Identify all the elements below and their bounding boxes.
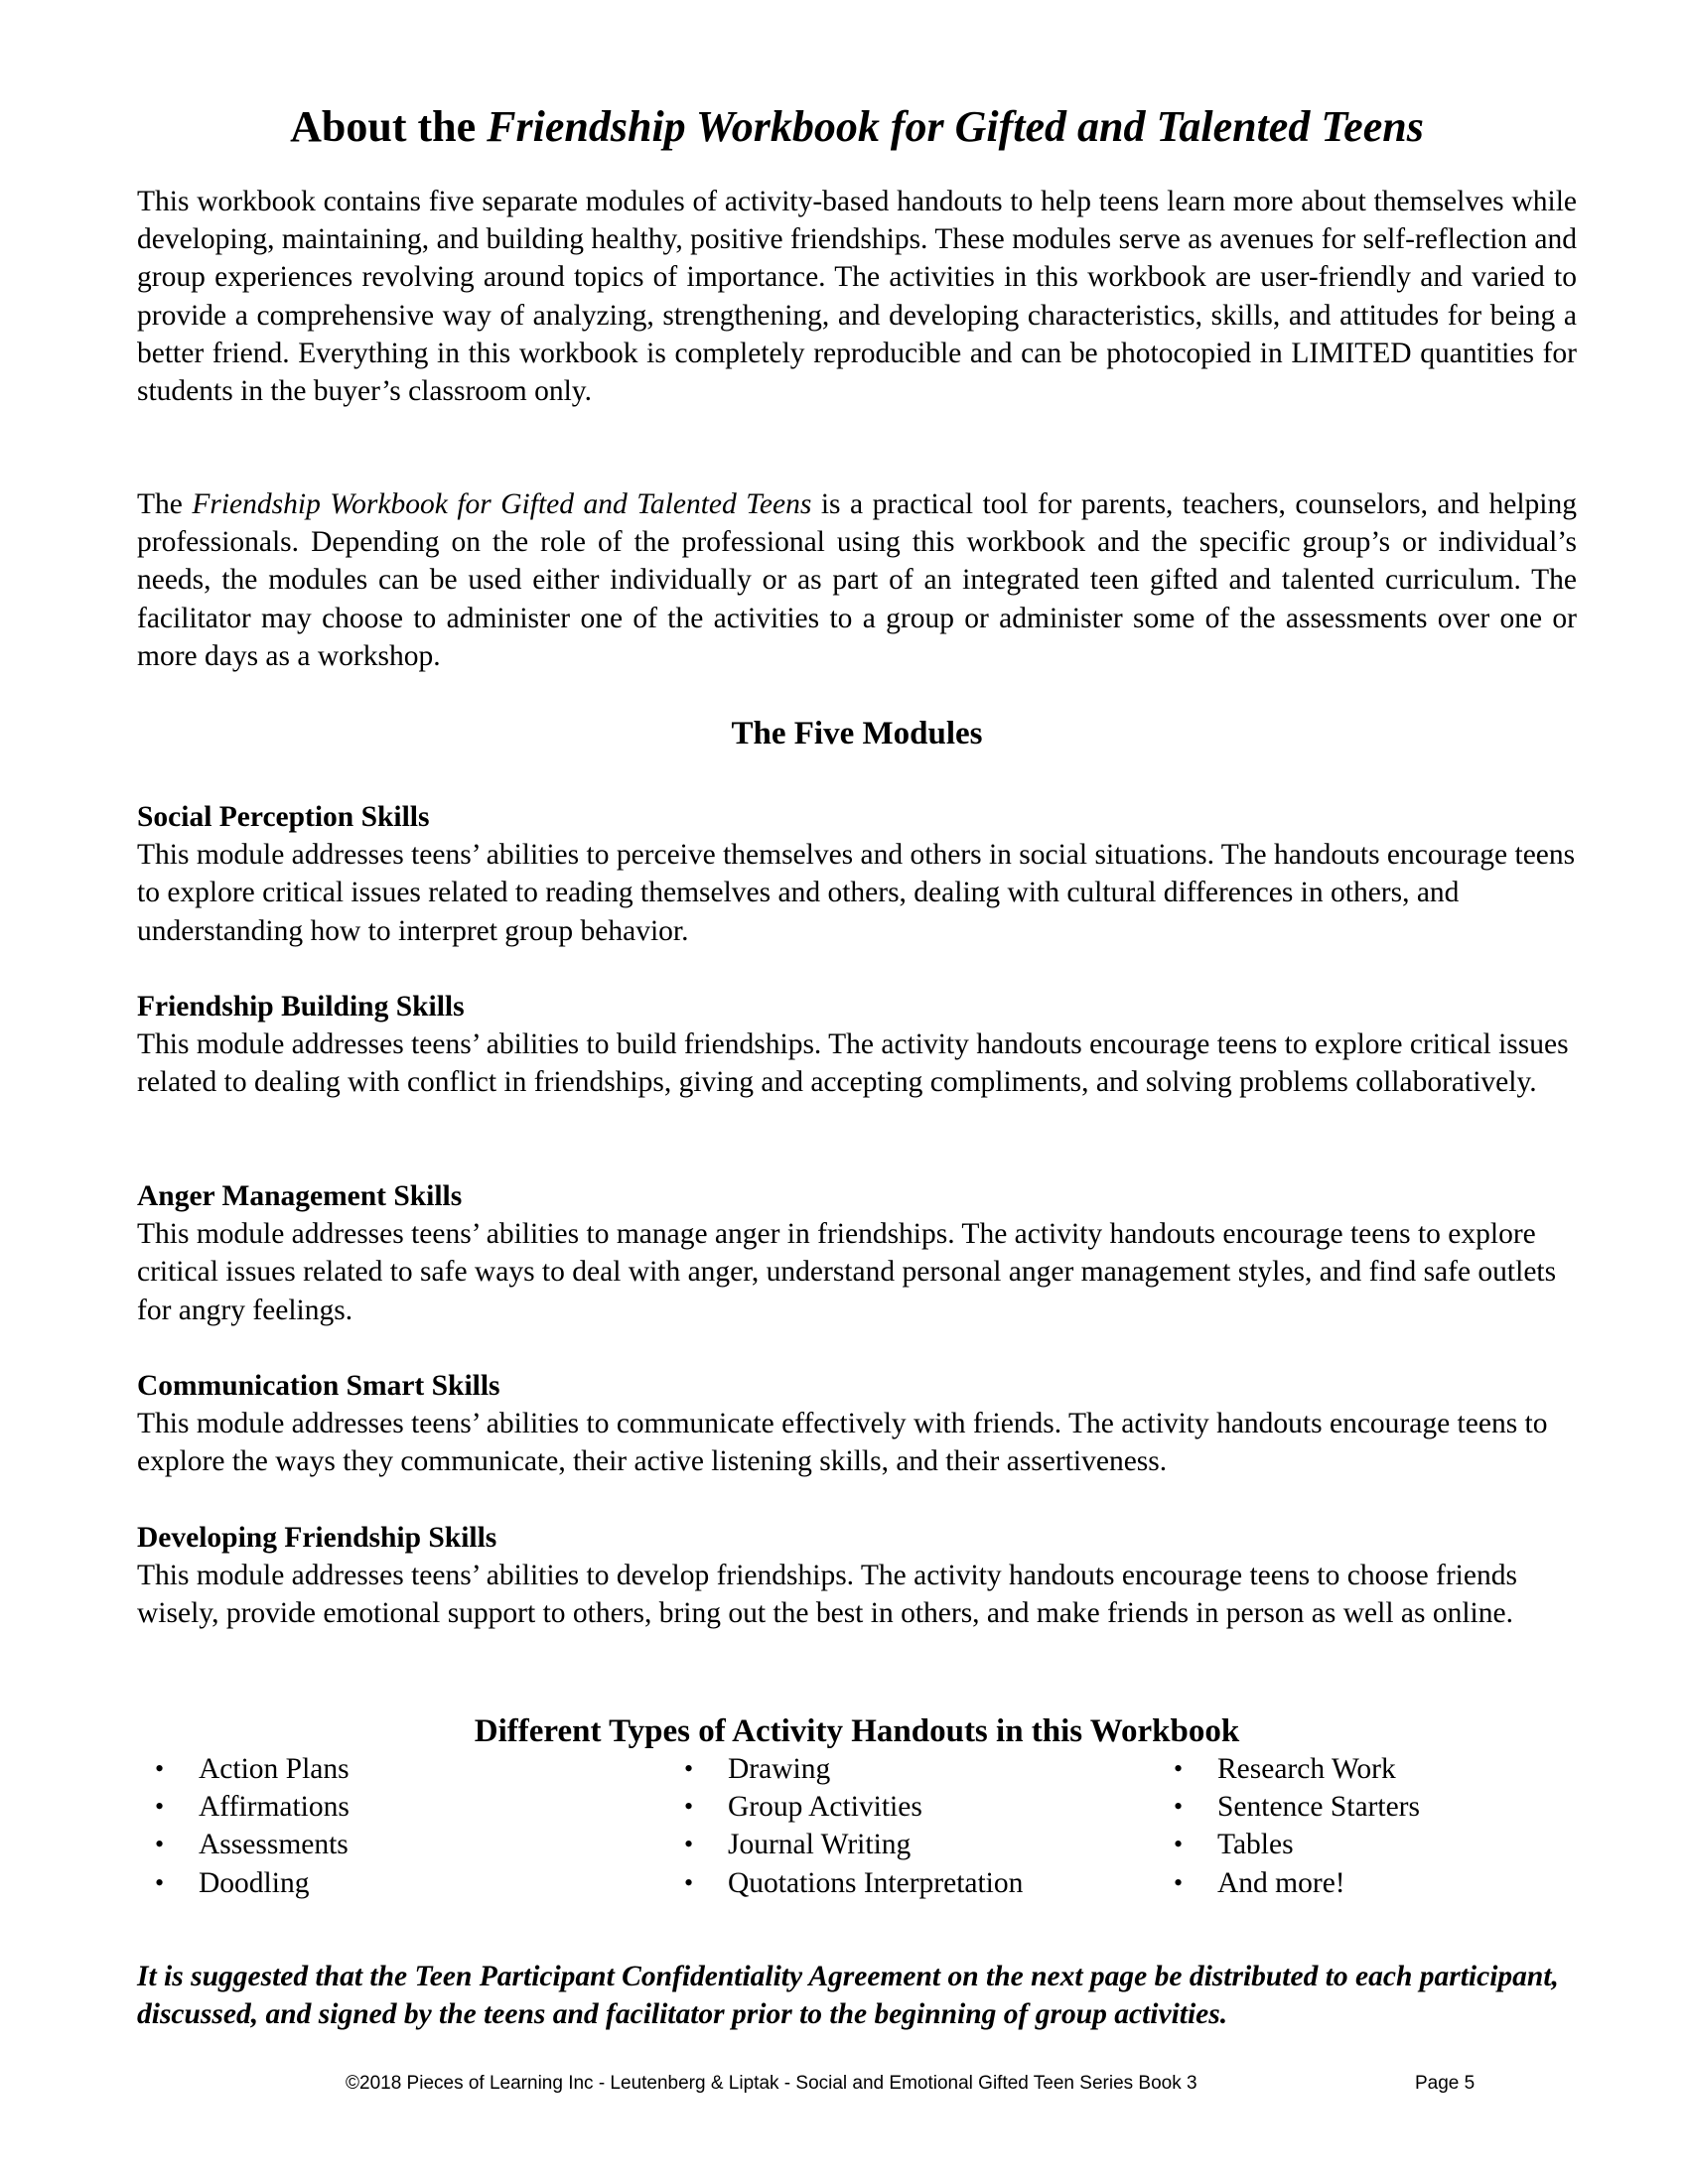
handout-types-list <box>137 1750 1577 1902</box>
module-description: This module addresses teens’ abilities to communicate effectively with friends. The activity handouts encourage teens to explore the ways they communicate, their active listening skills, and their assertiveness. <box>137 1408 1548 1478</box>
footer-copyright: ©2018 Pieces of Learning Inc - Leutenberg & Liptak - Social and Emotional Gifted Teen Series Book 3 <box>346 2073 1197 2094</box>
module-description: This module addresses teens’ abilities to manage anger in friendships. The activity handouts encourage teens to explore critical issues related to safe ways to deal with anger, understand personal anger management styles, and find safe outlets for angry feelings. <box>137 1218 1557 1326</box>
list-item: • Research Work <box>1116 1750 1513 1788</box>
intro-paragraph-1: This workbook contains five separate modules of activity-based handouts to help teens learn more about themselves while developing, maintaining, and building healthy, positive friendships. These modules serve as avenues for self-reflection and group experiences revolving around topics of importance. The activities in this workbook are user-friendly and varied to provide a comprehensive way of analyzing, strengthening, and developing characteristics, skills, and attitudes for being a better friend. Everything in this workbook is completely reproducible and can be photocopied in LIMITED quantities for students in the buyer’s classroom only. <box>137 186 1577 408</box>
module-friendship-building <box>137 988 1577 1102</box>
title-book-name: Friendship Workbook for Gifted and Talented Teens <box>487 102 1424 151</box>
p2-rest: is a practical tool for parents, teachers, counselors, and helping professionals. Depending on the role of the professional using this workbook and the specific group’s or individual’s needs, the modules can be used either individually or as part of an integrated teen gifted and talented curriculum. The facilitator may choose to administer one of the activities to a group or administer some of the assessments over one or more days as a workshop. <box>137 488 1577 672</box>
modules-heading: The Five Modules <box>731 716 983 751</box>
module-communication-smart <box>137 1367 1577 1481</box>
module-description: This module addresses teens’ abilities to perceive themselves and others in social situations. The handouts encourage teens to explore critical issues related to reading themselves and others, dealing with cultural differences in others, and understanding how to interpret group behavior. <box>137 839 1576 947</box>
handouts-heading: Different Types of Activity Handouts in this Workbook <box>474 1713 1240 1749</box>
handout-column-1 <box>97 1750 627 1902</box>
list-item: • And more! <box>1116 1864 1513 1902</box>
page-title <box>137 99 1577 155</box>
list-item: • Affirmations <box>97 1788 627 1826</box>
list-item: • Tables <box>1116 1826 1513 1863</box>
handout-column-3 <box>1116 1750 1513 1902</box>
module-title: Developing Friendship Skills <box>137 1522 497 1554</box>
p2-prefix: The <box>137 488 193 520</box>
list-item: • Group Activities <box>627 1788 1116 1826</box>
list-item: • Assessments <box>97 1826 627 1863</box>
list-item: • Drawing <box>627 1750 1116 1788</box>
module-title: Social Perception Skills <box>137 801 430 833</box>
module-description: This module addresses teens’ abilities to build friendships. The activity handouts encourage teens to explore critical issues related to dealing with conflict in friendships, giving and accepting compliments, and solving problems collaboratively. <box>137 1028 1569 1099</box>
list-item: • Sentence Starters <box>1116 1788 1513 1826</box>
list-item: • Doodling <box>97 1864 627 1902</box>
module-anger-management <box>137 1177 1577 1329</box>
list-item: • Quotations Interpretation <box>627 1864 1116 1902</box>
list-item: • Journal Writing <box>627 1826 1116 1863</box>
module-description: This module addresses teens’ abilities to develop friendships. The activity handouts encourage teens to choose friends wisely, provide emotional support to others, bring out the best in others, and make friends in person as well as online. <box>137 1560 1517 1630</box>
intro-paragraph-2 <box>137 485 1577 675</box>
page-number: Page 5 <box>1415 2073 1476 2094</box>
list-item: • Action Plans <box>97 1750 627 1788</box>
module-social-perception <box>137 798 1577 950</box>
module-title: Friendship Building Skills <box>137 991 465 1023</box>
handout-column-2 <box>627 1750 1116 1902</box>
module-developing-friendship <box>137 1519 1577 1633</box>
p2-book-name: Friendship Workbook for Gifted and Talented Teens <box>192 488 812 520</box>
module-title: Anger Management Skills <box>137 1180 463 1212</box>
title-prefix: About the <box>290 102 488 151</box>
module-title: Communication Smart Skills <box>137 1370 500 1402</box>
confidentiality-note: It is suggested that the Teen Participant Confidentiality Agreement on the next page be distributed to each participant, discussed, and signed by the teens and facilitator prior to the beginning of group activities. <box>137 1961 1559 2031</box>
